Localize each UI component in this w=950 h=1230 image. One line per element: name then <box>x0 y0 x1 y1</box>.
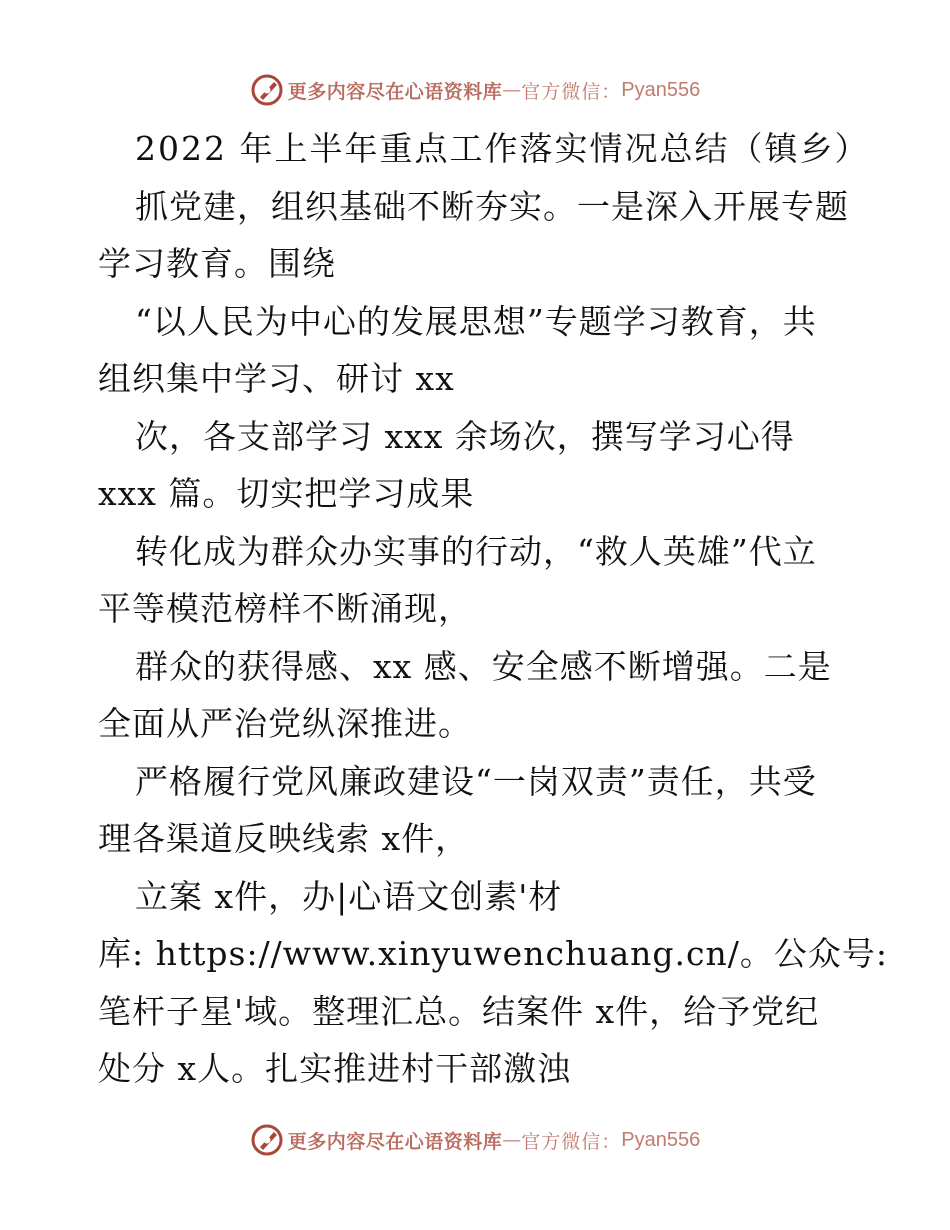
banner-wechat-label: 官方微信： <box>521 1130 622 1153</box>
document-line: 处分 x人。扎实推进村干部激浊 <box>98 1049 572 1088</box>
banner-text: 更多内容尽在心语资料库 <box>287 1130 503 1153</box>
document-line: 库: https://www.xinyuwenchuang.cn/。公众号: <box>98 934 888 973</box>
banner-wechat-id: Pyan556 <box>621 1128 701 1151</box>
header-watermark-banner <box>0 70 950 110</box>
document-line: 笔杆子星'域。整理汇总。结案件 x件，给予党纪 <box>98 991 820 1031</box>
document-line: 群众的获得感、xx 感、安全感不断增强。二是 <box>135 646 832 686</box>
banner-dash: — <box>502 79 522 101</box>
document-line: 全面从严治党纵深推进。 <box>98 704 472 743</box>
document-line: 立案 x件，办|心语文创素'材 <box>135 876 563 916</box>
banner-wechat-label: 官方微信： <box>521 80 622 103</box>
document-line: 学习教育。围绕 <box>98 244 336 283</box>
document-line: 抓党建，组织基础不断夯实。一是深入开展专题 <box>135 186 849 226</box>
document-body <box>98 120 888 1098</box>
banner-wechat-id: Pyan556 <box>621 78 701 101</box>
document-line: 平等模范榜样不断涌现， <box>98 589 472 628</box>
document-lines <box>98 178 888 1098</box>
document-line: 严格履行党风廉政建设“一岗双责”责任，共受 <box>135 761 817 801</box>
document-line: 理各渠道反映线索 x件， <box>98 819 470 858</box>
brand-logo-icon <box>250 73 284 107</box>
document-line: “以人民为中心的发展思想”专题学习教育，共 <box>135 301 817 341</box>
banner-dash: — <box>502 1129 522 1151</box>
footer-watermark-banner <box>0 1120 950 1160</box>
document-line: 组织集中学习、研讨 xx <box>98 359 455 398</box>
banner-text: 更多内容尽在心语资料库 <box>287 80 503 103</box>
document-line: xxx 篇。切实把学习成果 <box>98 474 475 513</box>
brand-logo-icon <box>250 1123 284 1157</box>
document-line: 次，各支部学习 xxx 余场次，撰写学习心得 <box>135 416 795 456</box>
document-title: 2022 年上半年重点工作落实情况总结（镇乡） <box>135 129 870 168</box>
document-line: 转化成为群众办实事的行动，“救人英雄”代立 <box>135 531 817 571</box>
